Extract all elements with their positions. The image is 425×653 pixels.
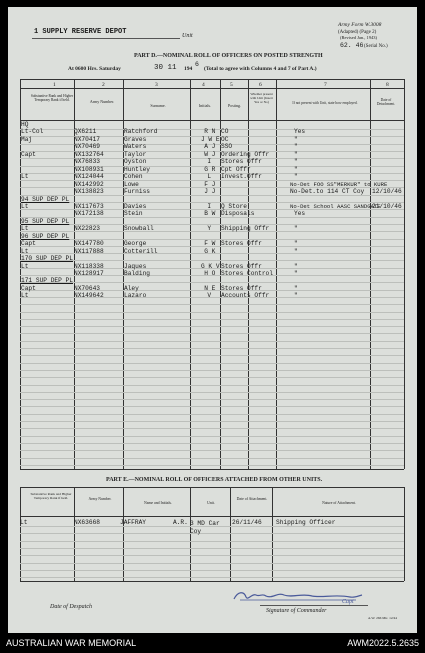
roll-num: QX6211 (74, 128, 97, 136)
col-header-detachment: Date of Detachment. (376, 98, 396, 106)
roll-notes: " (294, 173, 298, 181)
ruled-line (20, 377, 404, 378)
e-column-divider (404, 487, 405, 581)
roll-num: NX138823 (74, 188, 104, 196)
col-header-initials: Initials. (198, 103, 212, 108)
roll-notes: No-Det FOO SS"MERKUR" to KURE (290, 180, 388, 188)
roll-name: Lazaro (124, 292, 147, 300)
serial-label: (Serial No.) (364, 44, 388, 49)
roll-name: Stein (124, 210, 143, 218)
roll-rank: 170 SUP DEP PL (21, 255, 73, 263)
roll-init: V (207, 292, 212, 300)
roll-post: Accounts Offr (221, 292, 270, 300)
roll-init: G R (204, 165, 216, 173)
header-number-row-divider (20, 88, 404, 89)
roll-name: Taylor (124, 150, 147, 158)
roll-num: NX76833 (74, 158, 100, 166)
commander-rank: Capt (342, 599, 354, 605)
roll-init: A J (204, 143, 216, 151)
roll-num: NX172138 (74, 210, 104, 218)
column-divider (276, 79, 277, 469)
roll-notes: No-Det.to 114 CT Coy (290, 188, 365, 196)
ruled-line (20, 555, 404, 556)
roll-post: SSO (221, 143, 233, 151)
caption-right: AWM2022.5.2635 (347, 638, 419, 648)
e-initials: A.R. (173, 519, 188, 526)
roll-notes: " (294, 262, 298, 270)
roll-num: NX70417 (74, 135, 100, 143)
column-divider (190, 79, 191, 469)
roll-num: NX108931 (74, 165, 104, 173)
roll-post: CO (221, 128, 229, 136)
roll-notes: No-Det School AASC SANDGATE (290, 202, 381, 210)
ruled-line (20, 355, 404, 356)
roll-rank: Lt (21, 262, 29, 270)
roll-post: Stores Control (221, 270, 273, 277)
ruled-line (20, 436, 404, 437)
despatch-label: Date of Despatch (50, 604, 92, 610)
roll-date: 30 11 (154, 64, 177, 72)
roll-name: Ratchford (124, 128, 158, 136)
roll-name: Furniss (124, 188, 150, 196)
print-code: A.W. 266 Mir. 12/44 (368, 616, 398, 620)
roll-num: NX147780 (74, 240, 104, 248)
roll-rank: 95 SUP DEP PL (21, 217, 70, 225)
roll-num: NX117673 (74, 202, 104, 210)
ruled-line (20, 341, 404, 342)
year-prefix: 194 (184, 66, 193, 72)
part-d-title: PART D.—NOMINAL ROLL OF OFFICERS ON POSTED STRENGTH (134, 53, 323, 59)
e-col-header-date: Date of Attachment. (236, 497, 268, 501)
e-unit: 3 MD Car Coy (190, 520, 220, 535)
ruled-line (20, 304, 404, 305)
roll-rank: Capt (21, 150, 36, 158)
roll-notes: " (294, 165, 298, 173)
col-number-3: 3 (155, 82, 158, 88)
roll-name: Cohen (124, 173, 143, 181)
roll-name: Lowe (124, 180, 139, 188)
roll-notes: " (294, 240, 298, 248)
roll-name: Aley (124, 284, 139, 292)
roll-rank: 94 SUP DEP PL (21, 195, 70, 203)
roll-num: NX117888 (74, 247, 104, 255)
ruled-line (20, 260, 404, 261)
e-col-header-rank: Substantive Rank and Higher Temporary Rank if held. (30, 492, 72, 501)
col-header-rank: Substantive Rank and Higher Temporary Rank if held. (30, 94, 74, 103)
roll-notes: " (294, 225, 298, 233)
col-header-present: Whether present with Unit (Insert Yes or No) (250, 92, 273, 104)
ruled-line (20, 563, 404, 564)
e-table-border-bottom (20, 581, 404, 582)
roll-post: Shipping Offr (221, 225, 270, 233)
ruled-line (20, 348, 404, 349)
col-number-5: 5 (230, 82, 233, 88)
e-army-number: NX63668 (74, 519, 100, 526)
ruled-line (20, 326, 404, 327)
at-hours-label: At 0600 Hrs. Saturday (68, 66, 121, 72)
roll-init: W J (204, 150, 216, 158)
roll-post: Q Store (221, 202, 247, 210)
ruled-line (20, 406, 404, 407)
col-number-4: 4 (202, 82, 205, 88)
roll-post: OC (221, 135, 229, 143)
e-col-header-nature: Nature of Attachment. (322, 501, 356, 505)
roll-rank: Lt (21, 202, 29, 210)
roll-rank: HQ (21, 121, 29, 128)
roll-name: Snowball (124, 225, 154, 233)
roll-num: NX70469 (74, 143, 100, 151)
ruled-line (20, 450, 404, 451)
ruled-line (20, 392, 404, 393)
roll-rank: Lt (21, 225, 29, 233)
roll-name: Davies (124, 202, 147, 210)
roll-num: NX124044 (74, 173, 104, 181)
roll-num: NX128917 (74, 270, 104, 277)
roll-post: Cpt Offr (221, 165, 251, 173)
roll-notes: Yes (294, 128, 306, 136)
roll-notes: " (294, 150, 298, 158)
e-table-border-top (20, 487, 404, 488)
header-bottom-divider (20, 120, 404, 121)
roll-name: Waters (124, 143, 147, 151)
column-divider (370, 79, 371, 469)
e-col-header-name: Name and Initials. (144, 501, 172, 505)
ruled-line (20, 370, 404, 371)
ruled-line (20, 363, 404, 364)
ruled-line (20, 414, 404, 415)
roll-notes: " (294, 284, 298, 292)
ruled-line (20, 577, 404, 578)
col-header-surname: Surname. (150, 103, 166, 108)
roll-init: F W (204, 240, 216, 248)
col-number-2: 2 (102, 82, 105, 88)
col-number-6: 6 (259, 82, 262, 88)
ruled-line (20, 548, 404, 549)
unit-label: Unit (182, 33, 193, 39)
ruled-line (20, 541, 404, 542)
total-note: (Total to agree with Columns 4 and 7 of Part A.) (204, 66, 317, 72)
form-adapted: (Adapted) (Page 2) (338, 30, 377, 35)
signature-label: Signature of Commander (266, 608, 327, 614)
roll-init: N E (204, 284, 216, 292)
roll-post: Disposals (221, 210, 255, 218)
roll-num: NX149642 (74, 292, 104, 300)
ruled-line (20, 399, 404, 400)
roll-post: Stores Offr (221, 240, 262, 248)
roll-rank: 171 SUP DEP PL (21, 277, 73, 285)
roll-notes: " (294, 143, 298, 151)
roll-init: B W (204, 210, 216, 218)
ruled-line (20, 319, 404, 320)
roll-rank: Lt (21, 247, 29, 255)
col-number-8: 8 (386, 82, 389, 88)
roll-post: Stores Offr (221, 284, 262, 292)
e-header-divider (20, 516, 404, 517)
roll-init: R N (204, 128, 216, 136)
roll-notes: Yes (294, 210, 306, 218)
roll-date: 21/10/46 (372, 202, 402, 210)
roll-rank: 96 SUP DEP PL (21, 232, 70, 240)
roll-init: G K (204, 247, 216, 255)
roll-name: Oyston (124, 158, 147, 166)
e-nature: Shipping Officer (276, 519, 336, 526)
roll-rank: Maj (21, 135, 33, 143)
form-revised: (Revised Jan., 1943) (340, 35, 377, 40)
col-number-7: 7 (324, 82, 327, 88)
ruled-line (20, 428, 404, 429)
roll-post: Stores Offr (221, 158, 262, 166)
e-rank: Lt (20, 519, 28, 526)
roll-rank: Lt-Col (21, 128, 44, 136)
roll-name: George (124, 240, 147, 248)
col-header-army-number: Army Number. (89, 99, 115, 104)
roll-num: NX70643 (74, 284, 100, 292)
roll-init: F J (204, 180, 216, 188)
roll-init: L (207, 173, 212, 181)
roll-post: Ordering Offr (221, 150, 270, 158)
roll-rank: Capt (21, 284, 36, 292)
ruled-line (20, 312, 404, 313)
column-divider (404, 79, 405, 469)
table-border-top (20, 79, 404, 80)
roll-rank: Capt (21, 240, 36, 248)
roll-name: Graves (124, 135, 147, 143)
roll-init: I (207, 202, 212, 210)
col-number-1: 1 (53, 82, 56, 88)
roll-init: I (207, 158, 212, 166)
signature-line (260, 605, 368, 606)
document-page (8, 7, 417, 633)
roll-notes: " (294, 247, 298, 255)
roll-post: Invest.Offr (221, 173, 262, 181)
roll-notes: " (294, 292, 298, 300)
ruled-line (20, 458, 404, 459)
roll-date: 12/10/46 (372, 188, 402, 196)
serial-number: 62. 46 (340, 42, 364, 49)
roll-notes: " (294, 270, 298, 277)
ruled-line (20, 465, 404, 466)
roll-init: G K V (201, 262, 220, 270)
roll-rank: Lt (21, 173, 29, 181)
ruled-line (20, 282, 404, 283)
roll-num: NX22823 (74, 225, 100, 233)
ruled-line (20, 333, 404, 334)
roll-notes: " (294, 158, 298, 166)
roll-notes: " (294, 135, 298, 143)
roll-num: NX118338 (74, 262, 104, 270)
form-title: Army Form W.3008 (338, 22, 382, 28)
table-border-bottom (20, 469, 404, 470)
e-col-header-army-number: Army Number. (88, 497, 112, 501)
year-value: 6 (195, 61, 199, 68)
caption-bar (0, 633, 425, 653)
ruled-line (20, 421, 404, 422)
roll-num: NX132764 (74, 150, 104, 158)
ruled-line (20, 570, 404, 571)
e-name: JAFFRAY (120, 519, 146, 526)
col-header-posting: Posting. (227, 103, 241, 108)
ruled-line (20, 385, 404, 386)
caption-left: AUSTRALIAN WAR MEMORIAL (6, 638, 137, 648)
roll-init: J W E (201, 135, 220, 143)
roll-init: Y (207, 225, 212, 233)
roll-name: Balding (124, 270, 150, 277)
roll-name: Cotterill (124, 247, 158, 255)
part-e-title: PART E.—NOMINAL ROLL OF OFFICERS ATTACHED FROM OTHER UNITS. (106, 477, 323, 483)
roll-post: Stores Offr (221, 262, 262, 270)
e-date: 26/11/46 (232, 519, 262, 526)
roll-num: NX142992 (74, 180, 104, 188)
ruled-line (20, 443, 404, 444)
roll-init: H O (204, 270, 216, 277)
unit-underline (32, 38, 180, 39)
e-col-header-unit: Unit. (207, 501, 215, 505)
roll-rank: Lt (21, 292, 29, 300)
roll-name: Huntley (124, 165, 150, 173)
col-header-employed: If not present with Unit, state how employed. (292, 101, 358, 105)
roll-init: J J (204, 188, 216, 196)
unit-name: 1 SUPPLY RESERVE DEPOT (34, 28, 127, 36)
roll-name: Jaques (124, 262, 147, 270)
